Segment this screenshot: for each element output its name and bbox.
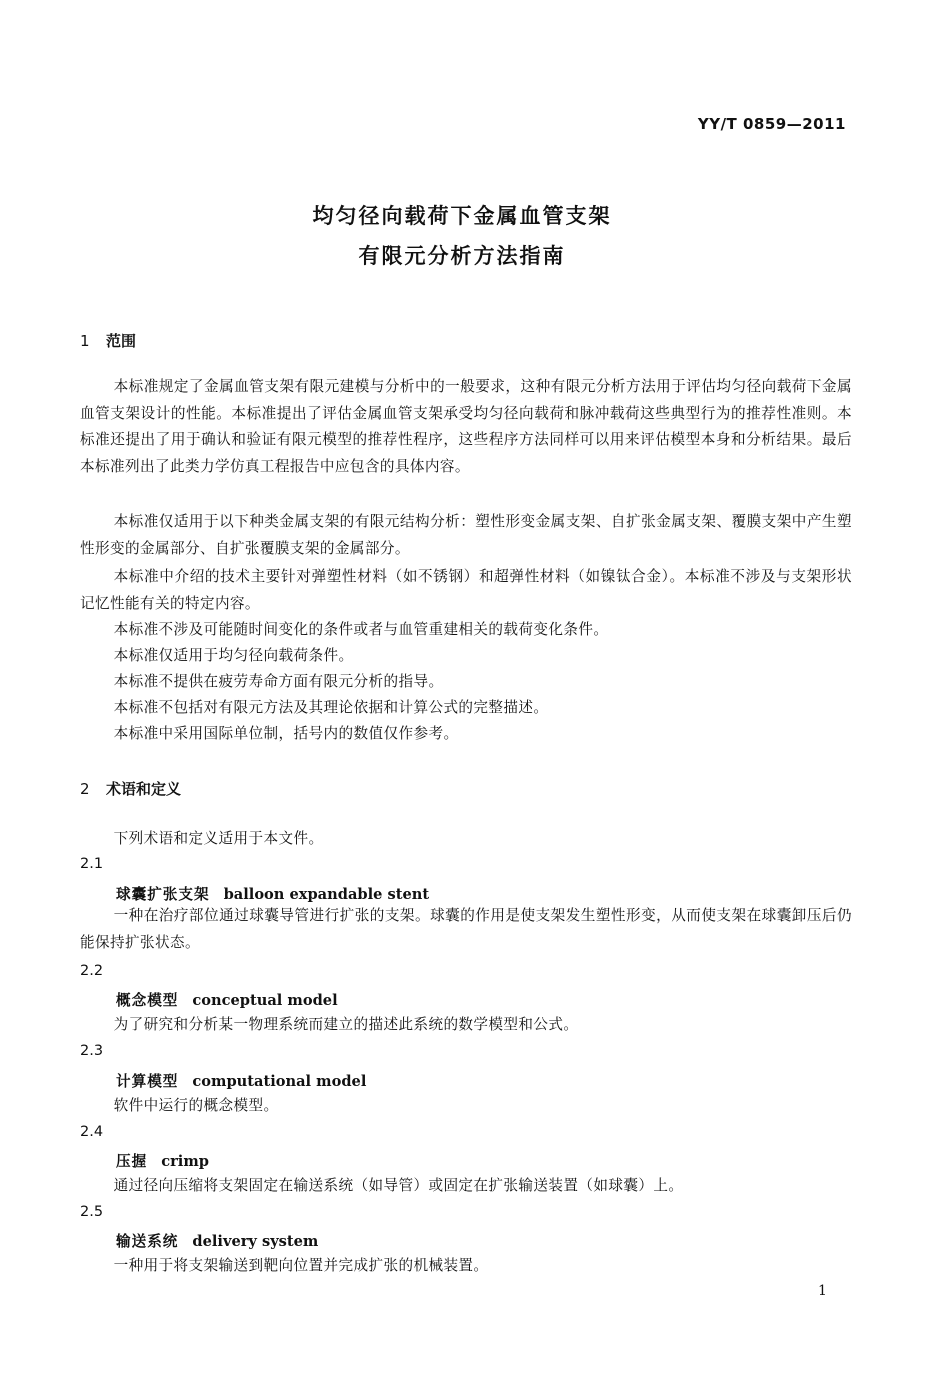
term-en: computational model	[192, 1073, 367, 1090]
term-zh: 压握	[116, 1153, 148, 1170]
term-heading	[116, 1150, 209, 1171]
term-number: 2.1	[80, 856, 104, 872]
page-number: 1	[818, 1283, 827, 1299]
section-1-paragraph: 本标准不包括对有限元方法及其理论依据和计算公式的完整描述。	[113, 699, 549, 716]
term-zh: 概念模型	[116, 992, 179, 1009]
term-number: 2.5	[80, 1204, 104, 1220]
term-definition: 软件中运行的概念模型。	[113, 1097, 279, 1114]
section-2-intro: 下列术语和定义适用于本文件。	[113, 830, 324, 847]
term-zh: 球囊扩张支架	[116, 886, 210, 903]
section-1-paragraph: 本标准中介绍的技术主要针对弹塑性材料（如不锈钢）和超弹性材料（如镍钛合金）。本标准不涉及与支架形状记忆性能有关的特定内容。	[80, 568, 852, 612]
term-heading	[116, 883, 429, 904]
section-1-paragraph: 本标准不提供在疲劳寿命方面有限元分析的指导。	[113, 673, 444, 690]
term-heading	[116, 989, 338, 1010]
term-heading	[116, 1230, 318, 1251]
section-title: 术语和定义	[106, 780, 182, 798]
section-1-paragraph: 本标准不涉及可能随时间变化的条件或者与血管重建相关的载荷变化条件。	[113, 621, 609, 638]
section-1-paragraph: 本标准仅适用于均匀径向载荷条件。	[113, 647, 354, 664]
section-number: 2	[80, 780, 90, 798]
section-1-heading	[80, 330, 136, 351]
section-1-paragraph: 本标准中采用国际单位制，括号内的数值仅作参考。	[113, 725, 459, 742]
standard-code: YY/T 0859—2011	[697, 115, 846, 133]
term-definition: 为了研究和分析某一物理系统而建立的描述此系统的数学模型和公式。	[113, 1016, 579, 1033]
section-1-paragraph: 本标准规定了金属血管支架有限元建模与分析中的一般要求，这种有限元分析方法用于评估均匀径向载荷下金属血管支架设计的性能。本标准提出了评估金属血管支架承受均匀径向载荷和脉冲载荷这些典型行为的推荐性准则。本标准还提出了用于确认和验证有限元模型的推荐性程序，这些程序方法同样可以用来评估模型本身和分析结果。最后本标准列出了此类力学仿真工程报告中应包含的具体内容。	[80, 378, 852, 475]
term-definition: 通过径向压缩将支架固定在输送系统（如导管）或固定在扩张输送装置（如球囊）上。	[113, 1177, 684, 1194]
section-2-heading	[80, 778, 181, 799]
term-number: 2.3	[80, 1043, 104, 1059]
section-title: 范围	[106, 332, 137, 350]
term-number: 2.2	[80, 963, 104, 979]
term-zh: 计算模型	[116, 1073, 179, 1090]
term-definition: 一种用于将支架输送到靶向位置并完成扩张的机械装置。	[113, 1257, 489, 1274]
document-title-line1: 均匀径向载荷下金属血管支架	[312, 204, 612, 228]
term-heading	[116, 1070, 366, 1091]
term-en: conceptual model	[192, 992, 338, 1009]
term-en: balloon expandable stent	[223, 886, 430, 903]
section-1-paragraph: 本标准仅适用于以下种类金属支架的有限元结构分析：塑性形变金属支架、自扩张金属支架、覆膜支架中产生塑性形变的金属部分、自扩张覆膜支架的金属部分。	[80, 513, 852, 557]
term-en: delivery system	[192, 1233, 319, 1250]
term-number: 2.4	[80, 1124, 104, 1140]
term-en: crimp	[161, 1153, 209, 1170]
term-definition: 一种在治疗部位通过球囊导管进行扩张的支架。球囊的作用是使支架发生塑性形变，从而使支架在球囊卸压后仍能保持扩张状态。	[80, 907, 852, 951]
document-title-line2: 有限元分析方法指南	[358, 244, 566, 268]
section-number: 1	[80, 332, 90, 350]
term-zh: 输送系统	[116, 1233, 179, 1250]
